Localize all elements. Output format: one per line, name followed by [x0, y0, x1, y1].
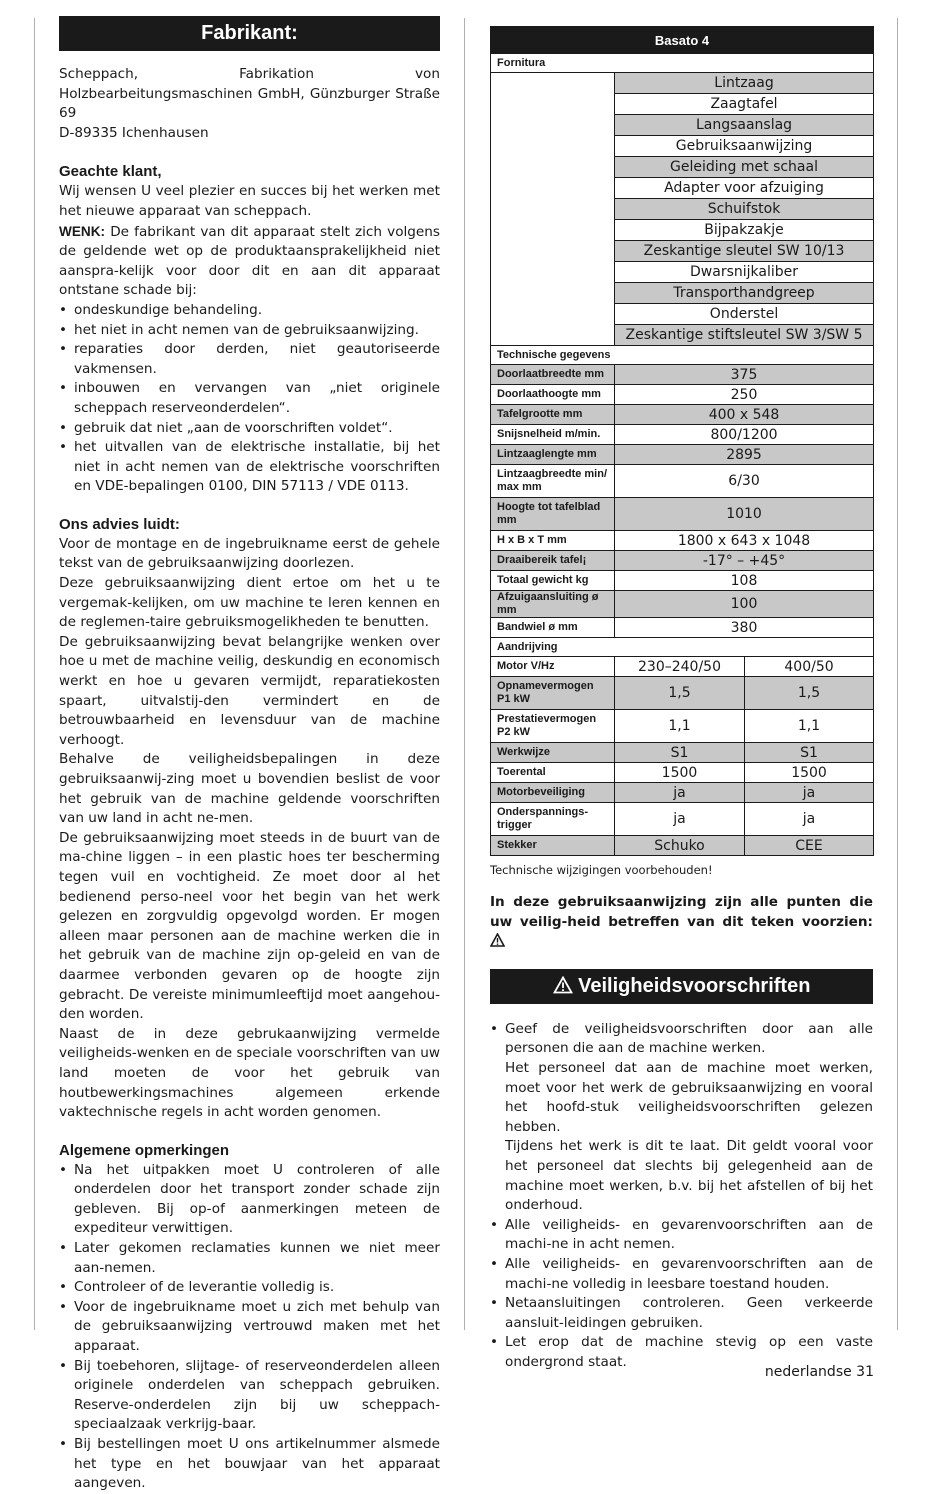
list-item: • het uitvallen van de elektrische installatie, bij het niet in acht nemen van de elektrische voorschriften en VDE-bepalingen 0100, DIN 57113 / VDE 0113. [59, 438, 440, 497]
table-row [491, 498, 874, 531]
table-row [491, 445, 874, 465]
spec-label: Tafelgrootte mm [491, 405, 615, 425]
list-item: • reparaties door derden, niet geautoriseerde vakmensen. [59, 340, 440, 379]
page-footer: nederlandse 31 [764, 1364, 874, 1380]
spec-value-400v: ja [745, 783, 874, 803]
table-row [491, 591, 874, 618]
spec-value: 1800 x 643 x 1048 [615, 531, 874, 551]
advice-paragraph: Naast de in deze gebrukaanwijzing vermelde veiligheids-wenken en de speciale voorschriften van uw land moeten de voor het gebruik van houtbewerkingsmachines algemeen erkende vaktechnische regels in acht worden genomen. [59, 1025, 440, 1121]
greeting-heading: Geachte klant, [59, 163, 162, 181]
spec-value-400v: 400/50 [745, 657, 874, 677]
supply-item: Zeskantige stiftsleutel SW 3/SW 5 [615, 325, 874, 346]
table-row [491, 836, 874, 856]
spec-value-230v: 1500 [615, 763, 745, 783]
table-row [491, 783, 874, 803]
spec-value: 250 [615, 385, 874, 405]
spec-label: Onderspannings-trigger [491, 803, 615, 836]
supply-item: Dwarsnijkaliber [615, 262, 874, 283]
notice-paragraph [59, 222, 440, 301]
safety-list [490, 1216, 873, 1373]
spec-value-230v: 1,5 [615, 677, 745, 710]
advice-section [59, 515, 440, 1123]
safety-banner [490, 969, 873, 1004]
spec-title: Basato 4 [491, 27, 874, 54]
supply-item: Zeskantige sleutel SW 10/13 [615, 241, 874, 262]
supply-item: Langsaanslag [615, 115, 874, 136]
list-item: • Bij bestellingen moet U ons artikelnummer alsmede het type en het bouwjaar van het apparaat aangeven. [59, 1435, 440, 1494]
spec-label: Werkwijze [491, 743, 615, 763]
safety-rules [490, 1020, 873, 1373]
spec-label: Afzuigaansluiting ø mm [491, 591, 615, 618]
spec-value: 100 [615, 591, 874, 618]
general-list [59, 1161, 440, 1494]
table-row [491, 385, 874, 405]
manufacturer-address: Scheppach, Fabrikation von Holzbearbeitungsmaschinen GmbH, Günzburger Straße 69 D-89335 Ichenhausen [59, 66, 440, 141]
spec-value: 400 x 548 [615, 405, 874, 425]
table-row [491, 710, 874, 743]
spec-value-400v: 1,5 [745, 677, 874, 710]
spec-label: Hoogte tot tafelblad mm [491, 498, 615, 531]
safety-first-text: Geef de veiligheidsvoorschriften door aan alle personen die aan de machine werken. [505, 1020, 873, 1057]
supply-item: Lintzaag [615, 73, 874, 94]
list-item: • Let erop dat de machine stevig op een vaste ondergrond staat. [490, 1333, 873, 1372]
advice-paragraph: Deze gebruiksaanwijzing dient ertoe om het u te vergemak-kelijken, om uw machine te leren kennen en de reglemen-taire gebruiksmogelikheden te benutten. [59, 575, 440, 631]
list-item: • het niet in acht nemen van de gebruiksaanwijzing. [59, 321, 440, 341]
spec-value: 108 [615, 571, 874, 591]
list-item: • Controleer of de leverantie volledig is. [59, 1278, 440, 1298]
spec-value: 380 [615, 618, 874, 638]
warning-icon [553, 971, 573, 1006]
list-item: • gebruik dat niet „aan de voorschriften voldet“. [59, 419, 440, 439]
spec-value-230v: 230–240/50 [615, 657, 745, 677]
supply-item: Bijpakzakje [615, 220, 874, 241]
safety-intro [490, 893, 873, 954]
manufacturer-banner: Fabrikant: [59, 16, 440, 51]
spec-value-230v: 1,1 [615, 710, 745, 743]
table-row [491, 531, 874, 551]
spec-label: H x B x T mm [491, 531, 615, 551]
spec-label: Toerental [491, 763, 615, 783]
spec-value: 6/30 [615, 465, 874, 498]
spec-label: Snijsnelheid m/min. [491, 425, 615, 445]
table-row [491, 763, 874, 783]
greeting-section [59, 162, 440, 497]
list-item [490, 1020, 873, 1059]
spec-value-400v: CEE [745, 836, 874, 856]
spec-label: Lintzaaglengte mm [491, 445, 615, 465]
supply-item: Gebruiksaanwijzing [615, 136, 874, 157]
right-column [490, 26, 873, 1372]
spec-label: Doorlaatbreedte mm [491, 365, 615, 385]
table-row [491, 618, 874, 638]
section-label: Technische gegevens [491, 346, 874, 365]
list-item: • Later gekomen reclamaties kunnen we niet meer aan-nemen. [59, 1239, 440, 1278]
spec-value: -17° – +45° [615, 551, 874, 571]
table-row [491, 677, 874, 710]
safety-sub-paragraph: Tijdens het werk is dit te laat. Dit geldt vooral voor het personeel dat slechts bij gelegenheid aan de machine moet werken, b.v. bij het afstellen of bij het onderhoud. [505, 1138, 873, 1214]
supply-item: Schuifstok [615, 199, 874, 220]
table-row [491, 551, 874, 571]
spec-label: Motorbeveiliging [491, 783, 615, 803]
table-row [491, 465, 874, 498]
spec-label: Bandwiel ø mm [491, 618, 615, 638]
list-item: • Bij toebehoren, slijtage- of reserveonderdelen alleen originele onderdelen van scheppach gebruiken. Reserve-onderdelen zijn bij uw scheppach-speciaalzaak verkrijg-baar. [59, 1357, 440, 1435]
table-row [491, 405, 874, 425]
spec-label: Lintzaagbreedte min/ max mm [491, 465, 615, 498]
supply-spacer [491, 73, 615, 346]
liability-list [59, 301, 440, 497]
list-item: • ondeskundige behandeling. [59, 301, 440, 321]
spec-label: Stekker [491, 836, 615, 856]
safety-first-sub [490, 1059, 873, 1216]
left-column [59, 16, 440, 1494]
general-heading: Algemene opmerkingen [59, 1141, 230, 1159]
spec-label: Motor V/Hz [491, 657, 615, 677]
warning-icon [490, 933, 505, 954]
safety-first-list [490, 1020, 873, 1059]
spec-label: Totaal gewicht kg [491, 571, 615, 591]
list-item: • Netaansluitingen controleren. Geen verkeerde aansluit-leidingen gebruiken. [490, 1294, 873, 1333]
spec-value: 2895 [615, 445, 874, 465]
general-section [59, 1141, 440, 1494]
section-row [491, 54, 874, 73]
spec-value-230v: Schuko [615, 836, 745, 856]
advice-heading: Ons advies luidt: [59, 515, 180, 533]
table-row [491, 657, 874, 677]
safety-banner-title: Veiligheidsvoorschriften [578, 974, 811, 997]
spec-value-230v: ja [615, 803, 745, 836]
table-row [491, 365, 874, 385]
supply-item: Zaagtafel [615, 94, 874, 115]
list-item: • Na het uitpakken moet U controleren of alle onderdelen door het transport zonder schade zijn gebleven. Bij op-of aanmerkingen meteen de expediteur verwittigen. [59, 1161, 440, 1239]
supply-row [491, 73, 874, 94]
spec-label: Draaibereik tafel¡ [491, 551, 615, 571]
spec-label: Prestatievermogen P2 kW [491, 710, 615, 743]
spec-value-400v: 1500 [745, 763, 874, 783]
section-label: Fornitura [491, 54, 874, 73]
list-item: • inbouwen en vervangen van „niet originele scheppach reserveonderdelen“. [59, 379, 440, 418]
section-row [491, 638, 874, 657]
advice-paragraphs [59, 535, 440, 1123]
spec-value: 375 [615, 365, 874, 385]
spec-label: Opnamevermogen P1 kW [491, 677, 615, 710]
list-item: • Alle veiligheids- en gevarenvoorschriften aan de machi-ne in acht nemen. [490, 1216, 873, 1255]
advice-paragraph: Voor de montage en de ingebruikname eerst de gehele tekst van de gebruiksaanwijzing doorlezen. [59, 535, 440, 572]
notice-text: De fabrikant van dit apparaat stelt zich volgens de geldende wet op de produktaansprakelijkheid niet aanspra-kelijk voor door dit en aan dit apparaat ontstane schade bij: [59, 223, 440, 299]
left-margin-rule [34, 18, 35, 1330]
spec-value-400v: S1 [745, 743, 874, 763]
advice-paragraph: De gebruiksaanwijzing bevat belangrijke wenken over hoe u met de machine veilig, deskundig en economisch werkt en hoe u gevaren vermijdt, reparatiekosten spaart, uitvalstij-den vermindert en de betrouwbaarheid en levensduur van de machine verhoogt. [59, 633, 440, 748]
table-row [491, 571, 874, 591]
list-item: • Voor de ingebruikname moet u zich met behulp van de gebruiksaanwijzing vertrouwd maken met het apparaat. [59, 1298, 440, 1357]
greeting-text: Wij wensen U veel plezier en succes bij het werken met het nieuwe apparaat van scheppach. [59, 183, 440, 219]
list-item: • Alle veiligheids- en gevarenvoorschriften aan de machi-ne volledig in leesbare toestand houden. [490, 1255, 873, 1294]
spec-value: 1010 [615, 498, 874, 531]
section-row [491, 346, 874, 365]
spec-table [490, 26, 874, 856]
section-label: Aandrijving [491, 638, 874, 657]
notice-label: WENK: [59, 223, 106, 239]
spec-label: Doorlaathoogte mm [491, 385, 615, 405]
table-row [491, 425, 874, 445]
spec-note: Technische wijzigingen voorbehouden! [490, 863, 713, 877]
right-margin-rule [897, 18, 898, 1330]
supply-item: Onderstel [615, 304, 874, 325]
spec-value-230v: ja [615, 783, 745, 803]
advice-paragraph: Behalve de veiligheidsbepalingen in deze gebruiksaanwij-zing moet u bovendien beslist de voor het gebruik van de machine geldende voorschriften van uw land in acht ne-men. [59, 751, 440, 827]
table-row [491, 743, 874, 763]
supply-item: Adapter voor afzuiging [615, 178, 874, 199]
advice-paragraph: De gebruiksaanwijzing moet steeds in de buurt van de ma-chine liggen – in een plastic hoes ter bescherming tegen vuil en vochtigheid. Ze moet door al het bedienend perso-neel voor het begin van het werk gelezen en zorgvuldig opgevolgd worden. Er mogen alleen maar personen aan de machine werken die in het gebruik van de machine zijn op-geleid en van de daarmee verbonden gevaren op de hoogte zijn gebracht. De vereiste minimumleeftijd moet aangehou-den worden. [59, 829, 440, 1023]
spec-value-400v: 1,1 [745, 710, 874, 743]
center-rule [464, 18, 465, 1330]
supply-item: Geleiding met schaal [615, 157, 874, 178]
spec-value-400v: ja [745, 803, 874, 836]
safety-intro-text: In deze gebruiksaanwijzing zijn alle punten die uw veilig-heid betreffen van dit teken voorzien: [490, 894, 873, 930]
supply-item: Transporthandgreep [615, 283, 874, 304]
spec-title-row [491, 27, 874, 54]
safety-sub-paragraph: Het personeel dat aan de machine moet werken, moet voor het werk de gebruiksaanwijzing en vooral het hoofd-stuk veiligheidsvoorschriften gelezen hebben. [505, 1059, 873, 1135]
spec-value-230v: S1 [615, 743, 745, 763]
table-row [491, 803, 874, 836]
spec-value: 800/1200 [615, 425, 874, 445]
